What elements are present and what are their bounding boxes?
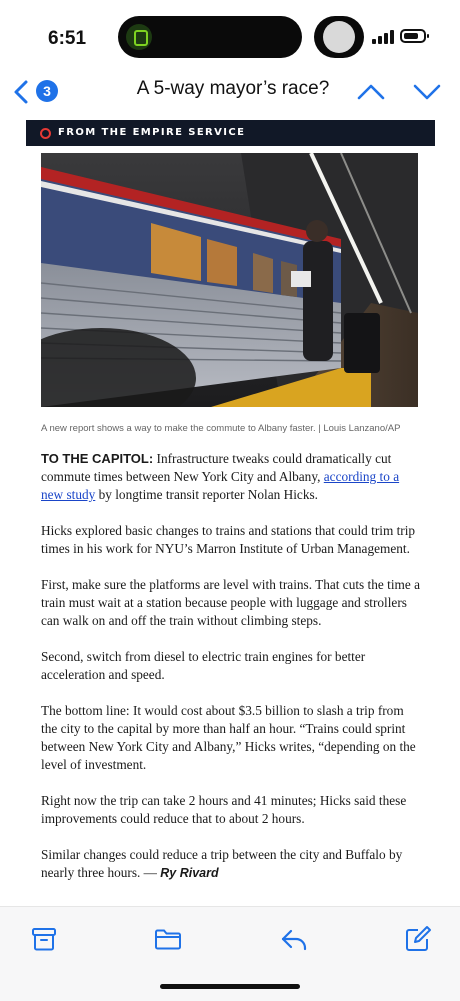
article-paragraph-4: Second, switch from diesel to electric train engines for better acceleration and speed.: [41, 649, 366, 682]
unread-count-badge[interactable]: 3: [36, 80, 58, 102]
photo-caption: A new report shows a way to make the commute to Albany faster. | Louis Lanzano/AP: [41, 423, 401, 434]
compose-icon[interactable]: [404, 925, 432, 953]
status-time: 6:51: [48, 28, 87, 49]
article-paragraph-2: Hicks explored basic changes to trains and stations that could trim trip times in his work for NYU’s Marron Institute of Urban Management.: [41, 523, 416, 556]
dynamic-island[interactable]: [118, 16, 302, 58]
article-paragraph-1: [41, 450, 421, 504]
banner-circle-icon: [40, 128, 51, 139]
p1-text-after: by longtime transit reporter Nolan Hicks.: [95, 487, 318, 502]
status-bar: [0, 0, 460, 72]
article-paragraph-6: Right now the trip can take 2 hours and 41 minutes; Hicks said these improvements could reduce that to about 2 hours.: [41, 793, 407, 826]
reply-icon[interactable]: [280, 925, 308, 953]
archive-icon[interactable]: [30, 925, 58, 953]
cellular-signal-icon: [372, 30, 394, 44]
message-subject-title: A 5-way mayor’s race?: [136, 78, 330, 99]
home-indicator[interactable]: [160, 984, 300, 989]
battery-icon: [400, 29, 426, 43]
article-paragraph-3: First, make sure the platforms are level with trains. That cuts the time a train must wait at a station because people with luggage and strollers can walk on and off the train without climbing steps.: [41, 577, 420, 628]
train-platform-image: [41, 153, 418, 407]
p7-text: Similar changes could reduce a trip between the city and Buffalo by nearly three hours. —: [41, 847, 403, 880]
study-link[interactable]: according to a new study: [41, 469, 400, 502]
live-activity-icon: [126, 24, 152, 50]
back-chevron-icon[interactable]: [10, 78, 34, 106]
dynamic-island-avatar[interactable]: [314, 16, 364, 58]
folder-icon[interactable]: [154, 925, 182, 953]
article-photo: [41, 153, 418, 407]
article-paragraph-5: The bottom line: It would cost about $3.5 billion to slash a trip from the city to the capital by more than half an hour. “Trains could sprint between New York City and Albany,” Hicks writes, “depending on the level of investment.: [41, 703, 416, 772]
mail-nav-bar: [0, 72, 460, 112]
avatar-icon: [323, 21, 355, 53]
banner-label: FROM THE EMPIRE SERVICE: [58, 127, 246, 138]
section-banner: [26, 120, 435, 146]
next-message-chevron-down-icon[interactable]: [412, 80, 442, 104]
lead-label: TO THE CAPITOL:: [41, 451, 154, 466]
author-byline: Ry Rivard: [160, 866, 219, 880]
article-paragraph-7: [41, 846, 421, 882]
p1-text-before: Infrastructure tweaks could dramatically cut commute times between New York City and Albany,: [41, 451, 392, 484]
previous-message-chevron-up-icon[interactable]: [356, 80, 386, 104]
article-body: [41, 450, 421, 900]
